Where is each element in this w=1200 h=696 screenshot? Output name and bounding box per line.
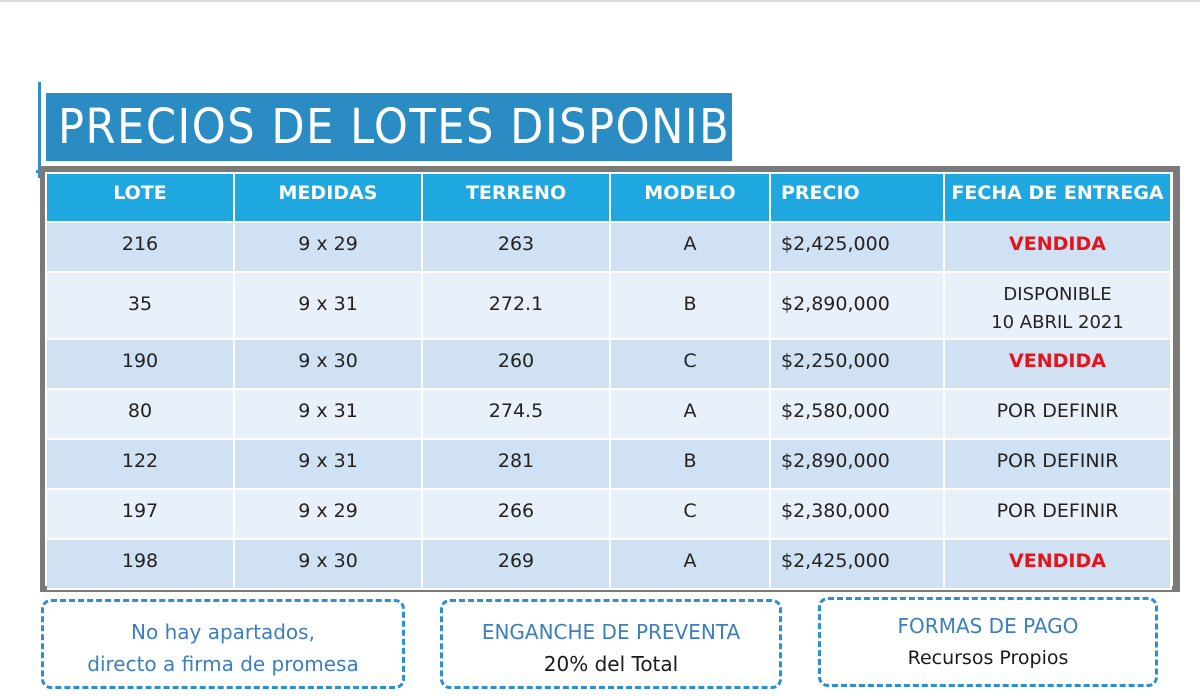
cell-modelo: A [610, 222, 770, 272]
cell-medidas: 9 x 31 [234, 389, 422, 439]
lots-price-table [47, 174, 1172, 590]
table-row [47, 339, 1171, 389]
cell-lote: 197 [47, 489, 234, 539]
cell-lote: 122 [47, 439, 234, 489]
cell-medidas: 9 x 29 [234, 222, 422, 272]
table-row [47, 272, 1171, 339]
pago-value: Recursos Propios [907, 647, 1069, 669]
table-row [47, 222, 1171, 272]
table-row [47, 389, 1171, 439]
cell-lote: 198 [47, 539, 234, 589]
cell-modelo: A [610, 539, 770, 589]
table-row [47, 539, 1171, 589]
cell-lote: 216 [47, 222, 234, 272]
cell-modelo: B [610, 272, 770, 339]
cell-precio: $2,250,000 [770, 339, 944, 389]
table-row [47, 489, 1171, 539]
cell-status: POR DEFINIR [944, 389, 1171, 439]
down-payment-note [440, 599, 782, 689]
cell-modelo: A [610, 389, 770, 439]
cell-terreno: 266 [422, 489, 610, 539]
apartados-line-1: No hay apartados, [131, 620, 315, 644]
cell-precio: $2,580,000 [770, 389, 944, 439]
cell-precio: $2,380,000 [770, 489, 944, 539]
cell-terreno: 263 [422, 222, 610, 272]
pago-title: FORMAS DE PAGO [897, 614, 1079, 638]
cell-medidas: 9 x 31 [234, 439, 422, 489]
cell-lote: 80 [47, 389, 234, 439]
cell-status [944, 272, 1171, 339]
no-reservations-note [41, 599, 405, 689]
cell-modelo: C [610, 489, 770, 539]
cell-modelo: B [610, 439, 770, 489]
enganche-title: ENGANCHE DE PREVENTA [481, 620, 741, 644]
table-row [47, 439, 1171, 489]
status-line-1: DISPONIBLE [1003, 284, 1112, 305]
page-title: PRECIOS DE LOTES DISPONIBLES [46, 93, 732, 161]
table-header-row [47, 174, 1171, 222]
cell-lote: 190 [47, 339, 234, 389]
top-divider [0, 0, 1200, 2]
apartados-line-2: directo a firma de promesa [87, 652, 359, 676]
header-modelo: MODELO [610, 174, 770, 222]
cell-medidas: 9 x 30 [234, 539, 422, 589]
cell-medidas: 9 x 31 [234, 272, 422, 339]
status-line-2: 10 ABRIL 2021 [991, 312, 1124, 333]
cell-status: VENDIDA [944, 339, 1171, 389]
cell-lote: 35 [47, 272, 234, 339]
cell-precio: $2,890,000 [770, 272, 944, 339]
cell-terreno: 272.1 [422, 272, 610, 339]
cell-terreno: 274.5 [422, 389, 610, 439]
accent-line [38, 82, 41, 178]
cell-precio: $2,425,000 [770, 539, 944, 589]
cell-status: VENDIDA [944, 222, 1171, 272]
payment-methods-note [818, 597, 1158, 687]
cell-precio: $2,425,000 [770, 222, 944, 272]
cell-status: VENDIDA [944, 539, 1171, 589]
cell-medidas: 9 x 30 [234, 339, 422, 389]
cell-terreno: 269 [422, 539, 610, 589]
cell-terreno: 281 [422, 439, 610, 489]
cell-medidas: 9 x 29 [234, 489, 422, 539]
enganche-value: 20% del Total [543, 652, 679, 676]
cell-terreno: 260 [422, 339, 610, 389]
cell-status: POR DEFINIR [944, 489, 1171, 539]
cell-modelo: C [610, 339, 770, 389]
header-medidas: MEDIDAS [234, 174, 422, 222]
cell-status: POR DEFINIR [944, 439, 1171, 489]
header-precio: PRECIO [770, 174, 944, 222]
cell-precio: $2,890,000 [770, 439, 944, 489]
header-terreno: TERRENO [422, 174, 610, 222]
header-fecha-entrega: FECHA DE ENTREGA [944, 174, 1171, 222]
header-lote: LOTE [47, 174, 234, 222]
